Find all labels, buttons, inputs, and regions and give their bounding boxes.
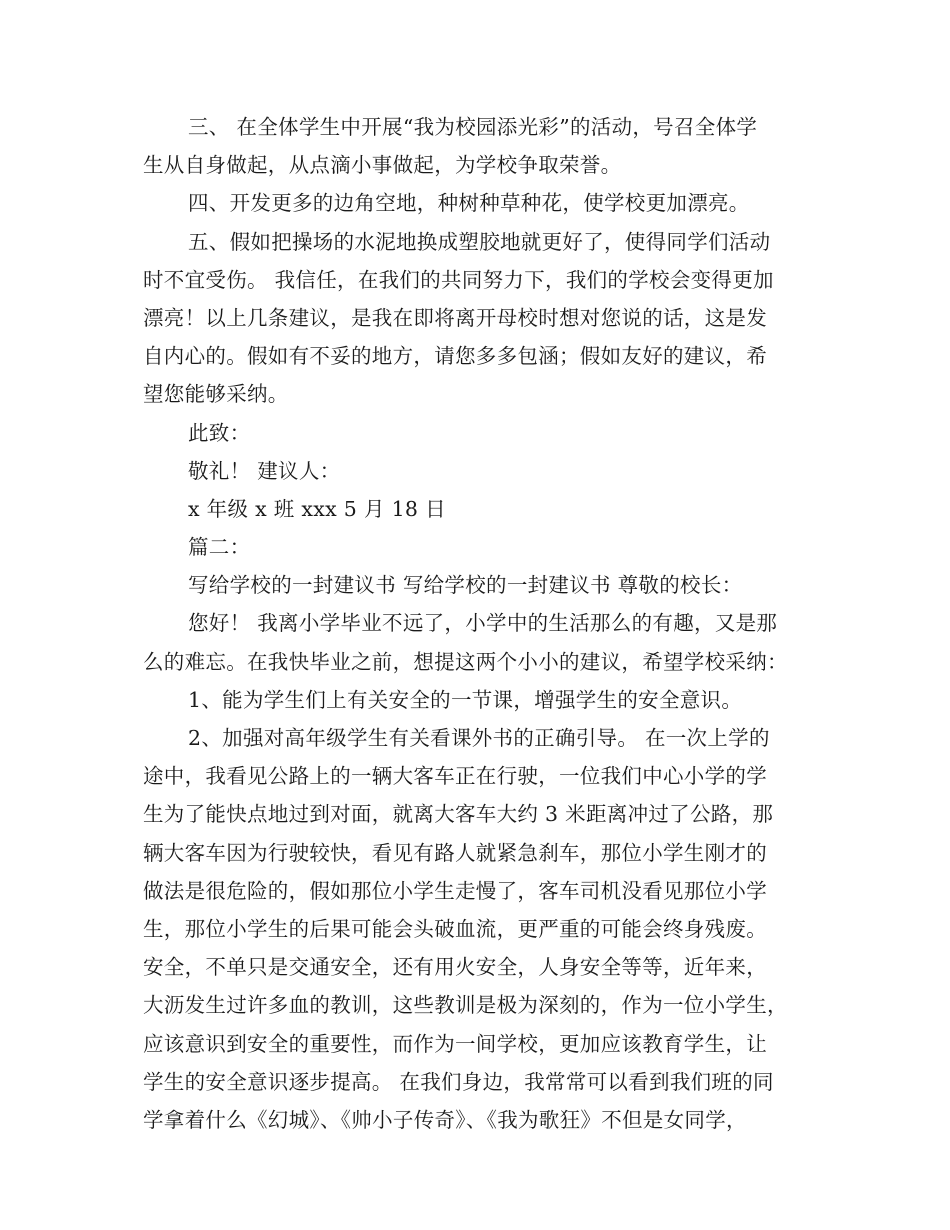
text-line: 应该意识到安全的重要性，而作为一间学校，更加应该教育学生，让 <box>143 1031 767 1056</box>
text-line: 做法是很危险的，假如那位小学生走慢了，客车司机没看见那位小学 <box>143 878 767 903</box>
text-line: 途中，我看见公路上的一辆大客车正在行驶，一位我们中心小学的学 <box>143 764 767 789</box>
text-line: 时不宜受伤。 我信任，在我们的共同努力下，我们的学校会变得更加 <box>143 267 774 292</box>
text-line: 2、加强对高年级学生有关看课外书的正确引导。 在一次上学的 <box>188 726 770 750</box>
text-line: 辆大客车因为行驶较快，看见有路人就紧急刹车，那位小学生刚才的 <box>143 840 767 865</box>
document-body <box>143 108 811 1139</box>
text-line: 您好！ 我离小学毕业不远了，小学中的生活那么的有趣，又是那 <box>188 611 778 636</box>
text-line: 生从自身做起，从点滴小事做起，为学校争取荣誉。 <box>143 153 622 178</box>
text-line: 望您能够采纳。 <box>143 382 289 407</box>
text-line: 学拿着什么《幻城》、《帅小子传奇》、《我为歌狂》不但是女同学， <box>143 1107 747 1132</box>
text-line: 漂亮！以上几条建议，是我在即将离开母校时想对您说的话，这是发 <box>143 305 767 330</box>
text-line: 篇二： <box>188 535 251 560</box>
text-line: 学生的安全意识逐步提高。 在我们身边，我常常可以看到我们班的同 <box>143 1069 774 1094</box>
text-line: 大沥发生过许多血的教训，这些教训是极为深刻的，作为一位小学生， <box>143 993 788 1018</box>
text-line: 此致： <box>188 420 251 445</box>
text-line: 生，那位小学生的后果可能会头破血流，更严重的可能会终身残废。 <box>143 916 767 941</box>
text-line: 安全，不单只是交通安全，还有用火安全，人身安全等等，近年来， <box>143 955 767 980</box>
text-line: 四、开发更多的边角空地，种树种草种花，使学校更加漂亮。 <box>188 191 750 216</box>
text-line: 敬礼！ 建议人： <box>188 458 341 483</box>
text-line: 三、 在全体学生中开展“我为校园添光彩”的活动，号召全体学 <box>188 115 758 139</box>
text-line: 1、能为学生们上有关安全的一节课，增强学生的安全意识。 <box>188 687 743 712</box>
text-line: 么的难忘。在我快毕业之前，想提这两个小小的建议，希望学校采纳： <box>143 649 788 674</box>
text-line: x 年级 x 班 xxx 5 月 18 日 <box>188 496 446 521</box>
text-line: 五、假如把操场的水泥地换成塑胶地就更好了，使得同学们活动 <box>188 229 771 254</box>
text-line: 写给学校的一封建议书 写给学校的一封建议书 尊敬的校长： <box>188 573 743 598</box>
text-line: 生为了能快点地过到对面，就离大客车大约 3 米距离冲过了公路，那 <box>143 802 774 827</box>
text-line: 自内心的。假如有不妥的地方，请您多多包涵；假如友好的建议，希 <box>143 344 767 369</box>
